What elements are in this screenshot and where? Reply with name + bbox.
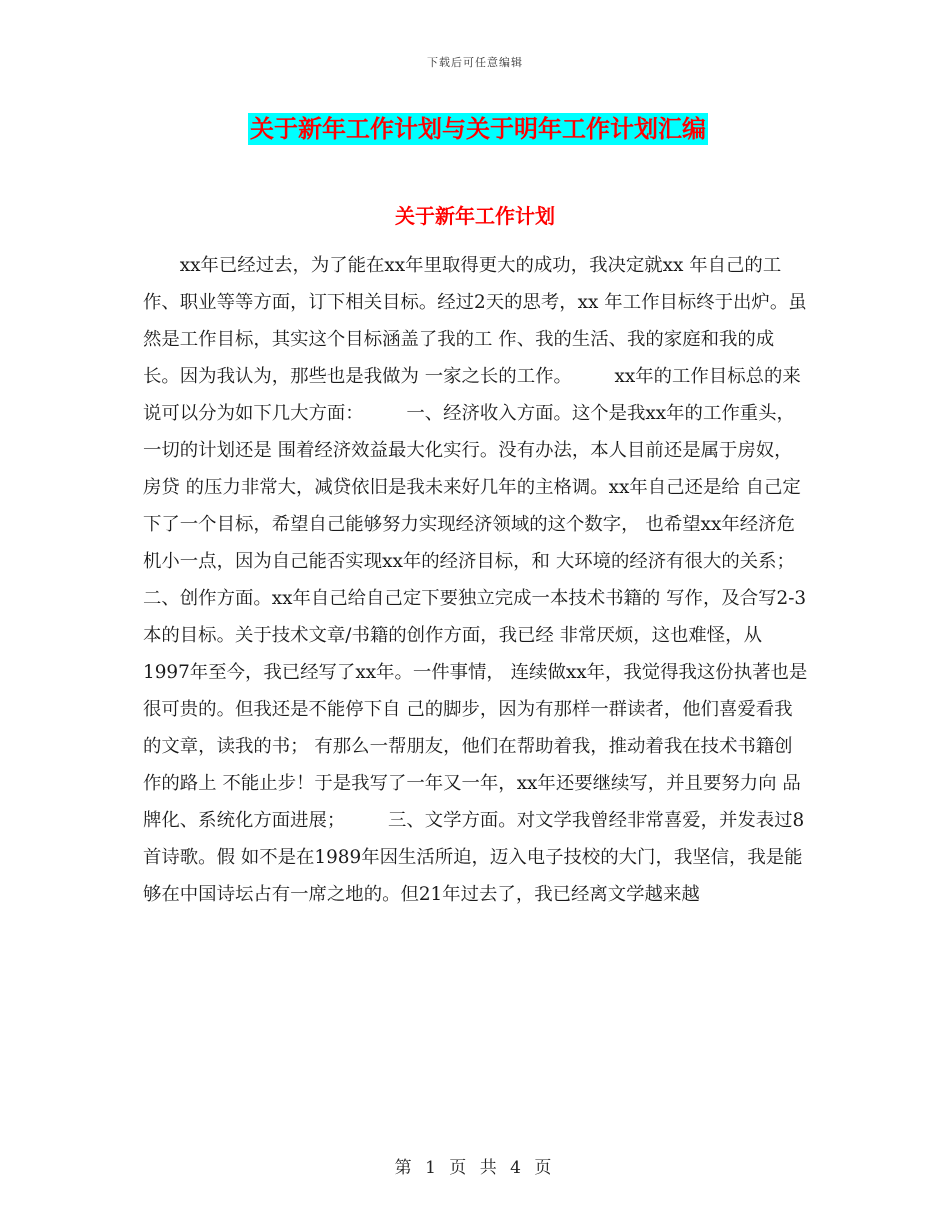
text-line: 写作，及合写2-3本的目标。关于技术文章/书籍的创作方面，我已经: [143, 588, 807, 646]
text-line: 一、经济收入方面。这个是我xx年的工作重头，一切的计划还是: [143, 403, 795, 461]
text-line: 大环境的经济有很大的关系；: [555, 551, 795, 572]
text-line: 不能止步！于是我写了一年又一年，xx年还要继续写，并且要努力向: [222, 773, 777, 794]
text-line: 年工作目标终于出炉。虽然是工作目标，其实这个目标涵盖了我的工: [143, 292, 807, 350]
text-line: 己的脚步，因为有那样一群读者，他们喜爱看我的文章，读我的书；: [143, 699, 793, 757]
text-line: 围着经济效益最大化实行。没有办法，本人目前还是属于房奴，房贷: [143, 440, 793, 498]
text-line: 也希望xx年经济危机小一点，因为自己能否实现xx年的经济目标，和: [143, 514, 795, 572]
text-line: 三、文学方面。对文学我曾经非常喜爱，并发表过8首诗歌。假: [143, 810, 805, 868]
text-line: 年自己的工作、职业等等方面，订下相关目标。经过2天的思考，xx: [143, 255, 782, 313]
section-title: 关于新年工作计划: [395, 204, 555, 228]
page-number-footer: 第 1 页 共 4 页: [394, 1158, 556, 1178]
body-text: [143, 247, 838, 913]
text-line: 如不是在1989年因生活所迫，迈入电子技校的大门，我坚信，我是能: [240, 847, 803, 868]
text-line: 自己定下了一个目标，希望自己能够努力实现经济领域的这个数字，: [143, 477, 801, 535]
text-line: 连续做xx年，我觉得我这份执著也是很可贵的。但我还是不能停下自: [143, 662, 808, 720]
header-note: 下载后可任意编辑: [427, 56, 523, 69]
text-line: 够在中国诗坛占有一席之地的。但21年过去了，我已经离文学越来越: [143, 884, 700, 905]
text-line: xx年已经过去，为了能在xx年里取得更大的成功，我决定就xx: [143, 255, 684, 276]
text-line: xx年的工作目标总的来说可以分为如下几大方面：: [143, 366, 801, 424]
text-line: 二、创作方面。xx年自己给自己定下要独立完成一本技术书籍的: [143, 551, 838, 609]
text-line: 一家之长的工作。: [424, 366, 572, 387]
document-title: 关于新年工作计划与关于明年工作计划汇编: [250, 115, 706, 143]
text-line: 有那么一帮朋友，他们在帮助着我，推动着我在技术书籍创作的路上: [143, 736, 793, 794]
text-line: 的压力非常大，减贷依旧是我未来好几年的主格调。xx年自己还是给: [185, 477, 740, 498]
text-line: 品牌化、系统化方面进展；: [143, 773, 801, 831]
text-line: 非常厌烦，这也难怪，从1997年至今，我已经写了xx年。一件事情，: [143, 625, 762, 683]
text-line: 作、我的生活、我的家庭和我的成长。因为我认为，那些也是我做为: [143, 329, 775, 387]
